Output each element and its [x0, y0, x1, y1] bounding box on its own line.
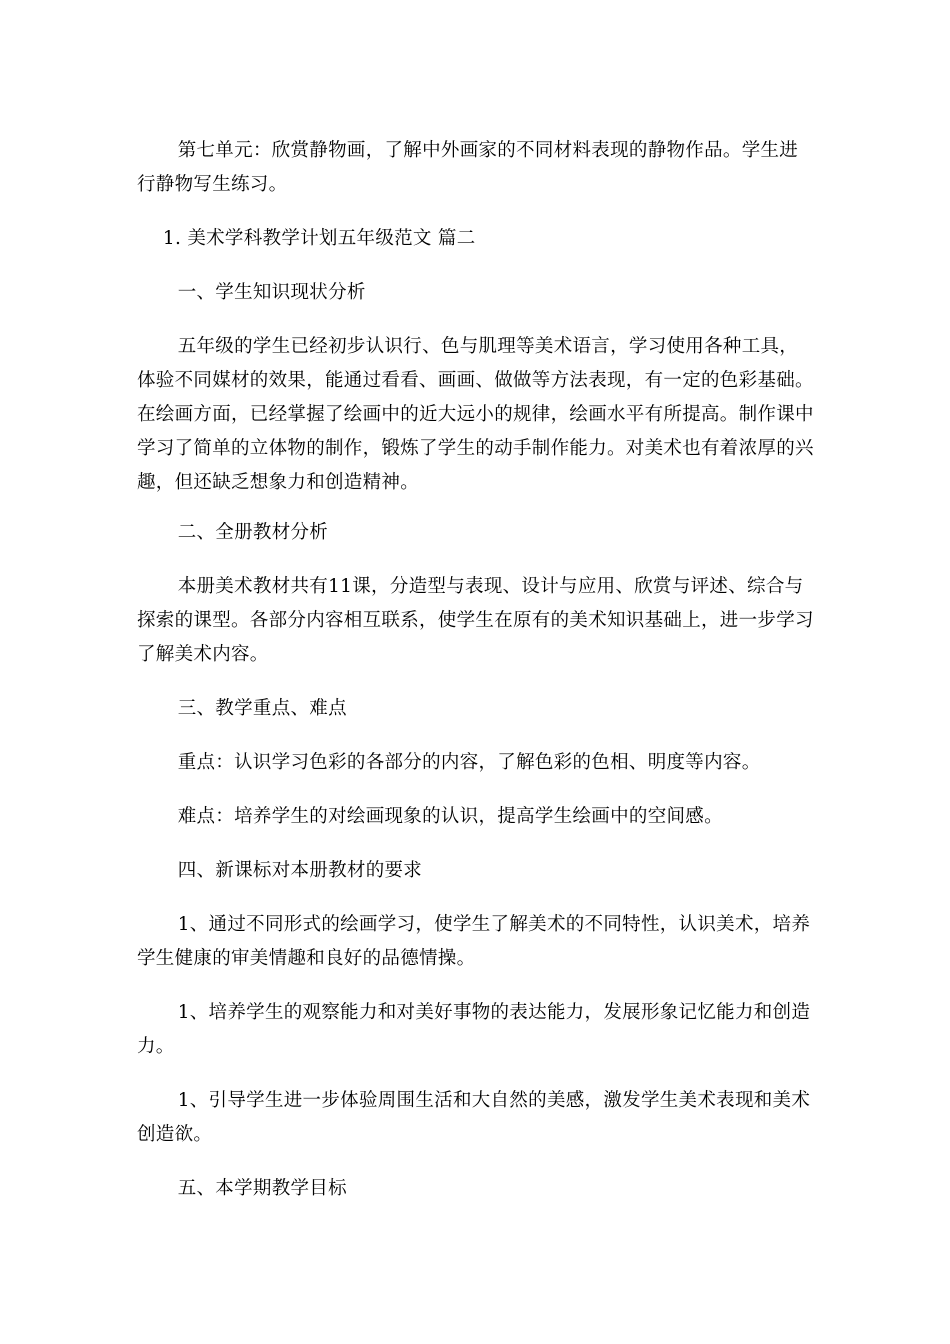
paragraph-7: 1、引导学生进一步体验周围生活和大自然的美感，激发学生美术表现和美术创造欲。 [137, 1090, 811, 1145]
heading-2: 二、全册教材分析 [177, 522, 329, 543]
paragraph-6: 1、培养学生的观察能力和对美好事物的表达能力，发展形象记忆能力和创造力。 [137, 1002, 811, 1057]
paragraph-3: 重点：认识学习色彩的各部分的内容，了解色彩的色相、明度等内容。 [177, 752, 761, 773]
heading-1: 一、学生知识现状分析 [177, 282, 366, 303]
section-title: 1. 美术学科教学计划五年级范文 篇二 [162, 228, 476, 249]
paragraph-5: 1、通过不同形式的绘画学习，使学生了解美术的不同特性，认识美术，培养学生健康的审美情趣和良好的品德情操。 [137, 914, 811, 969]
paragraph-unit7: 第七单元：欣赏静物画，了解中外画家的不同材料表现的静物作品。学生进行静物写生练习。 [137, 140, 799, 195]
paragraph-4: 难点：培养学生的对绘画现象的认识，提高学生绘画中的空间感。 [177, 806, 723, 827]
paragraph-2: 本册美术教材共有11课，分造型与表现、设计与应用、欣赏与评述、综合与探索的课型。各部分内容相互联系，使学生在原有的美术知识基础上，进一步学习了解美术内容。 [137, 576, 814, 665]
heading-4: 四、新课标对本册教材的要求 [177, 860, 423, 881]
heading-5: 五、本学期教学目标 [177, 1178, 347, 1199]
paragraph-1: 五年级的学生已经初步认识行、色与肌理等美术语言，学习使用各种工具，体验不同媒材的效果，能通过看看、画画、做做等方法表现，有一定的色彩基础。在绘画方面，已经掌握了绘画中的近大远小的规律，绘画水平有所提高。制作课中学习了简单的立体物的制作，锻炼了学生的动手制作能力。对美术也有着浓厚的兴趣，但还缺乏想象力和创造精神。 [137, 336, 814, 493]
heading-3: 三、教学重点、难点 [177, 698, 347, 719]
